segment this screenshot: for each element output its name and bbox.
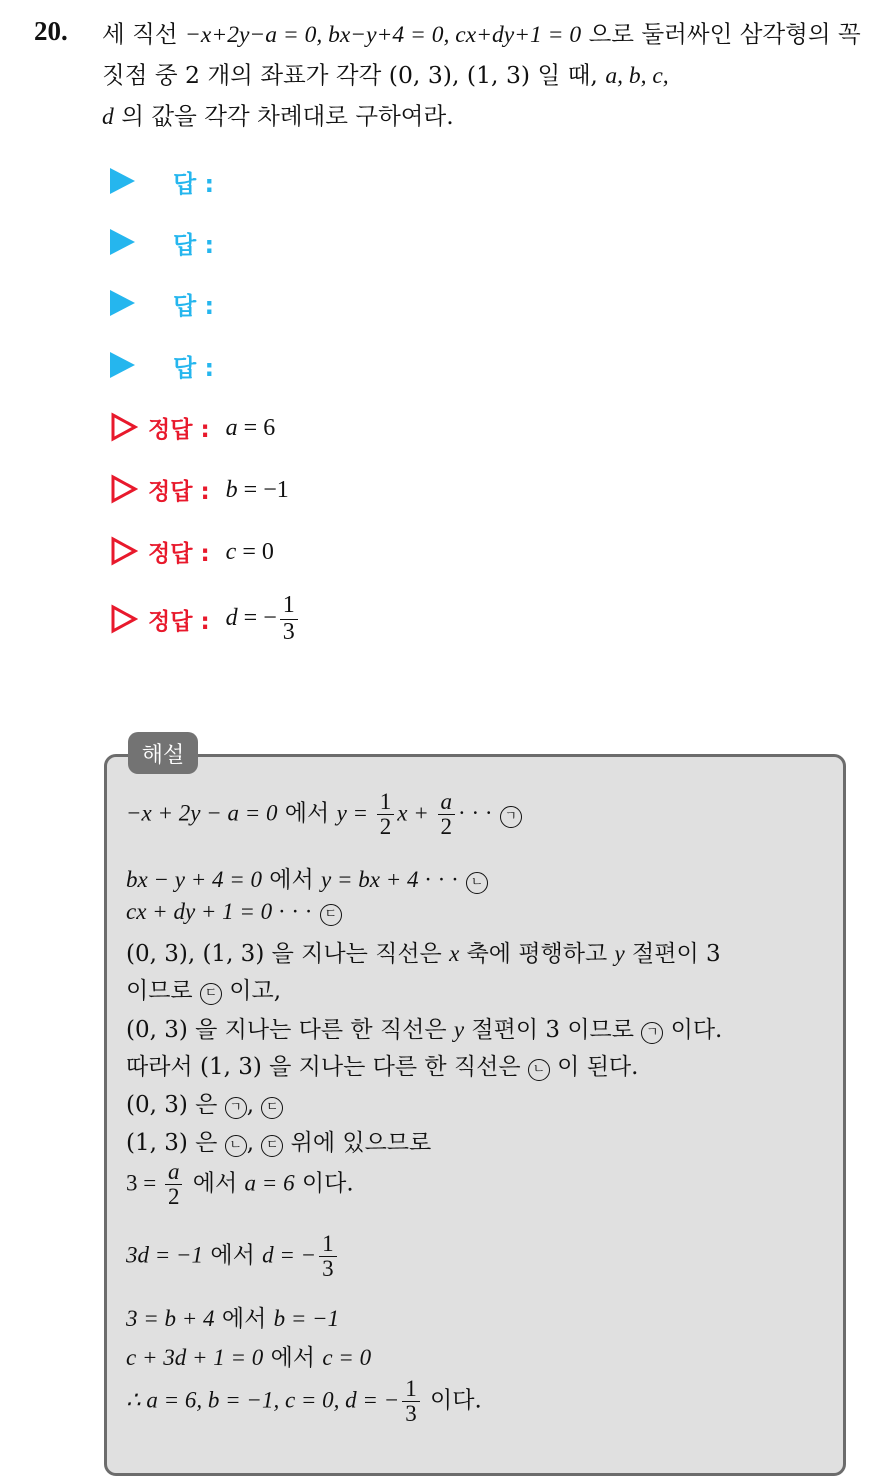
circled-mark-g: ㄱ (500, 806, 522, 828)
question-number: 20. (34, 16, 68, 46)
correct-label: 정답 : (148, 416, 210, 443)
fraction: $\frac{1}{3}$ (280, 593, 298, 644)
correct-value: d = − $\frac{1}{3}$ (226, 593, 301, 644)
question-vars-2: d (102, 104, 114, 130)
outline-triangle-icon (110, 412, 138, 442)
correct-answer-d (110, 586, 301, 652)
solution-line-12: 3 = b + 4 에서 b = −1 (126, 1306, 340, 1332)
solution-line-1: −x + 2y − a = 0 에서 y = $\frac{1}{2}$ x + $\frac{a}{2}$ · · · ㄱ (126, 790, 522, 839)
correct-value: b = −1 (225, 476, 289, 503)
outline-triangle-icon (110, 604, 138, 634)
answer-label: 답 : (173, 291, 215, 320)
solution-line-9: (1, 3) 은 ㄴ , ㄷ 위에 있으므로 (126, 1130, 432, 1156)
question-text-3: 의 값을 각각 차례대로 구하여라. (113, 102, 454, 130)
question-equations: −x+2y−a = 0, bx−y+4 = 0, cx+dy+1 = 0 (185, 22, 582, 48)
answer-label: 답 : (173, 169, 215, 198)
correct-label: 정답 : (148, 608, 210, 635)
circled-mark-d: ㄷ (320, 904, 342, 926)
solution-line-14: ∴ a = 6, b = −1, c = 0, d = − $\frac{1}{3}$ 이다. (126, 1376, 482, 1427)
outline-triangle-icon (110, 474, 138, 504)
solution-line-11: 3d = −1 에서 d = − $\frac{1}{3}$ (126, 1232, 340, 1281)
correct-value: c = 0 (225, 538, 274, 565)
play-triangle-icon (110, 229, 135, 255)
correct-answer-a (110, 406, 275, 448)
solution-line-4: (0, 3), (1, 3) 을 지나는 직선은 x 축에 평행하고 y 절편이 3 (126, 941, 721, 967)
answer-blank-4[interactable] (110, 345, 214, 385)
solution-line-3: cx + dy + 1 = 0 · · · ㄷ (126, 899, 342, 926)
correct-label: 정답 : (148, 478, 210, 505)
solution-line-13: c + 3d + 1 = 0 에서 c = 0 (126, 1345, 372, 1371)
answer-label: 답 : (173, 230, 215, 259)
correct-answer-c (110, 530, 274, 572)
correct-label: 정답 : (148, 540, 210, 567)
solution-line-5: 이므로 ㄷ 이고, (126, 978, 282, 1004)
answer-blank-2[interactable] (110, 222, 214, 262)
correct-value: a = 6 (225, 414, 276, 441)
solution-tab: 해설 (128, 732, 198, 774)
outline-triangle-icon (110, 536, 138, 566)
question-text-2: 으로 둘러싸인 삼각형의 꼭짓점 중 2 개의 좌표가 각각 (0, 3), (1, 3) 일 때, (102, 20, 861, 89)
play-triangle-icon (110, 168, 135, 194)
solution-line-10: 3 = $\frac{a}{2}$ 에서 a = 6 이다. (126, 1159, 354, 1210)
question-vars-1: a, b, c, (605, 63, 669, 89)
answer-blank-1[interactable] (110, 161, 214, 201)
solution-line-2: bx − y + 4 = 0 에서 y = bx + 4 · · · ㄴ (126, 861, 488, 894)
question-text (102, 14, 866, 137)
question-text-1: 세 직선 (102, 20, 186, 48)
answer-label: 답 : (173, 353, 215, 382)
correct-answer-b (110, 468, 289, 510)
play-triangle-icon (110, 352, 135, 378)
solution-line-6: (0, 3) 을 지나는 다른 한 직선은 y 절편이 3 이므로 ㄱ 이다. (126, 1017, 723, 1043)
play-triangle-icon (110, 290, 135, 316)
solution-line-7: 따라서 (1, 3) 을 지나는 다른 한 직선은 ㄴ 이 된다. (126, 1054, 639, 1080)
solution-line-8: (0, 3) 은 ㄱ , ㄷ (126, 1086, 283, 1119)
circled-mark-n: ㄴ (466, 872, 488, 894)
answer-blank-3[interactable] (110, 283, 214, 323)
